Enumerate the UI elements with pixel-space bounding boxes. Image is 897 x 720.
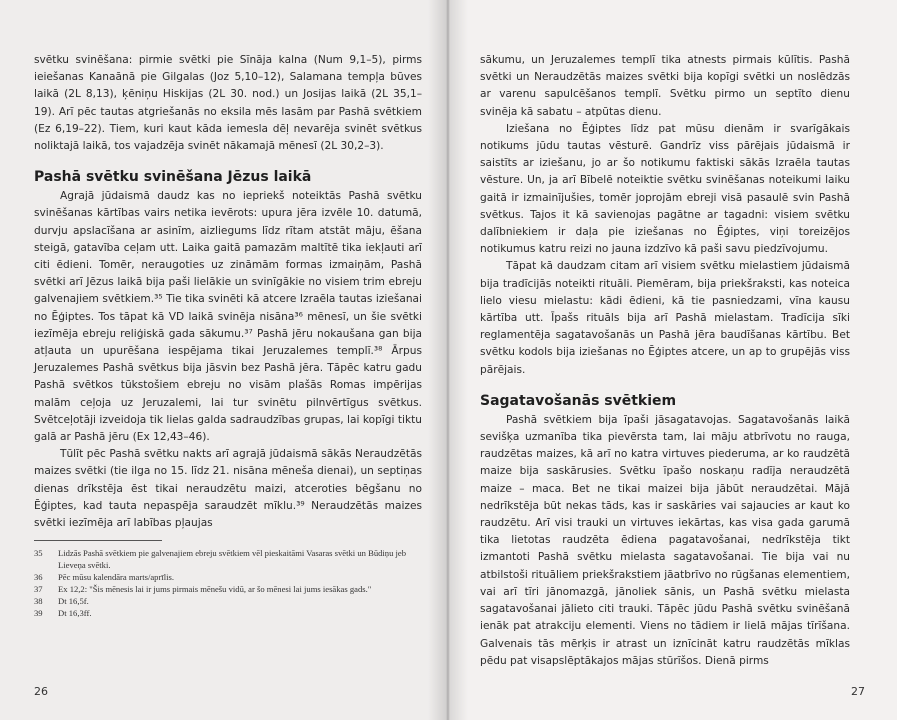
footnote: [34, 547, 422, 571]
page-number: 27: [851, 685, 865, 698]
footnote-divider: [34, 540, 162, 541]
footnote-text: Dt 16,5f.: [58, 596, 89, 607]
footnote: [34, 607, 422, 619]
footnote-number: 36: [34, 572, 43, 583]
footnote-number: 38: [34, 596, 43, 607]
footnote: [34, 595, 422, 607]
footnote-number: 39: [34, 608, 43, 619]
right-section-heading: Sagatavošanās svētkiem: [480, 392, 677, 409]
right-page: [448, 0, 897, 720]
footnote-text: Dt 16,3ff.: [58, 608, 92, 619]
left-paragraph-2: Tūlīt pēc Pashā svētku nakts arī agrajā jūdaismā sākās Neraudzētās maizes svētki (tie ilga no 15. līdz 21. nisāna mēneša dienai), un septiņas dienas drīkstēja ēst tikai neraudzētu maizi, atceroties bēgšanu no Ēģiptes, kad tauta nepaspēja saraudzēt mīklu.³⁹ Neraudzētās maizes svētki iezīmēja arī labības pļaujas: [34, 448, 422, 530]
left-paragraph-1: Agrajā jūdaismā daudz kas no iepriekš noteiktās Pashā svētku svinēšanas kārtības vairs netika ievērots: upura jēra izvēle 10. datumā, durvju apslacīšana ar asinīm, aizliegums līdz rītam atstāt māju, ēšana steigā, gatavība ceļam utt. Laika gaitā pamazām maltītē tika iekļauti arī citi ēdieni. Tomēr, neraugoties uz zināmām formas izmaiņām, Pashā svētki arī Jēzus laikā bija paši lielākie un svinīgākie no visiem trim ebreju galvenajiem svētkiem.³⁵ Tie tika svinēti kā atcere Izraēla tautas iziešanai no Ēģiptes. Tos tāpat kā VD laikā svinēja nisāna³⁶ mēnesī, un šie svētki iezīmēja ebreju reliģiskā gada sākumu.³⁷ Pashā jēru nokaušana gan bija atļauta un upurēšana iespējama tikai Jeruzalemes templī.³⁸ Ārpus Jeruzalemes Pashā svētkus bija jāsvin bez Pashā jēra. Tāpēc katru gadu Pashā svētkos tūkstošiem ebreju no visām plašās Romas impērijas malām ceļoja uz Jeruzalemi, lai tur svinētu pilnvērtīgus svētkus. Svētceļotāji izveidoja tik lielas galda sadraudzības grupas, lai kopīgi tiktu galā ar Pashā jēru (Ex 12,43–46).: [34, 190, 422, 444]
right-page-text: [480, 52, 850, 670]
left-page-text: [34, 52, 422, 619]
footnote: [34, 583, 422, 595]
right-paragraph-3: Pashā svētkiem bija īpaši jāsagatavojas. Sagatavošanās laikā sevišķa uzmanība tika pievērsta tam, lai māju atbrīvotu no rauga, raudzētas maizes, kā arī no katra virtuves piederuma, ar ko raudzētā maize bija saskārusies. Svētku īpašo noskaņu radīja neraudzētā maize – maca. Bet ne tikai maizei bija jābūt neraudzētai. Mājā nedrīkstēja būt nekas tāds, kas ir saskāries vai sajaucies ar kaut ko raudzētu. Arī visi trauki un virtuves iekārtas, kas visa gada garumā tika lietotas raudzēta ēdiena pagatavošanai, nedrīkstēja tikt izmantoti Pashā svētku mielasta sagatavošanai. Tie bija vai nu atbilstoši rituāliem priekšrakstiem jāatbrīvo no rūgšanas elementiem, vai arī tīri jānomazgā, jānoliek sānis, un Pashā svētku mielasta sagatavošanai jālieto citi trauki. Tāpēc jūdu Pashā svētku svinēšanā ienāk pat atrakciju elementi. Viens no tādiem ir lielā mājas tīrīšana. Galvenais tās mērķis ir atrast un iznīcināt katru raudzētās mīklas pēdu pat visapslēptākajos mājas stūrīšos. Dienā pirms: [480, 413, 850, 667]
footnotes: [34, 547, 422, 619]
footnote-number: 35: [34, 548, 43, 559]
right-opening-paragraph: sākumu, un Jeruzalemes templī tika atnests pirmais kūlītis. Pashā svētki un Neraudzētās maizes svētki bija kopīgi svētki un noslēdzās ar varenu sapulcēšanos templī. Svētku pirmo un septīto dienu svinēja kā sabatu – atpūtas dienu.: [480, 54, 850, 118]
left-section-heading: Pashā svētku svinēšana Jēzus laikā: [34, 169, 312, 186]
footnote: [34, 571, 422, 583]
left-page: [0, 0, 448, 720]
footnote-text: Lidzās Pashā svētkiem pie galvenajiem ebreju svētkiem vēl pieskaitāmi Vasaras svētki un Būdiņu jeb Lieveņa svētki.: [58, 548, 407, 571]
right-paragraph-1: Iziešana no Ēģiptes līdz pat mūsu dienām ir svarīgākais notikums jūdu tautas vēsturē. Gandrīz viss pārējais jūdaismā ir saistīts ar iziešanu, jo ar šo notikumu faktiski sākās Izraēla tautas vēsture. Un, ja arī Bībelē noteiktie svētku svinēšanas noteikumi laiku gaitā ir izmainījušies, tomēr joprojām ebreji visā pasaulē svin Pashā svētkus. Tajos it kā savienojas pagātne ar tagadni: visiem svētku dalībniekiem ir daļa pie iziešanas no Ēģiptes, viņi toreizējos notikumus katru reizi no jauna izdzīvo kā paši savu piedzīvojumu.: [480, 122, 850, 256]
page-number: 26: [34, 685, 48, 698]
footnote-text: Pēc mūsu kalendāra marts/aprīlis.: [58, 572, 174, 583]
right-paragraph-2: Tāpat kā daudzam citam arī visiem svētku mielastiem jūdaismā bija tradīcijās noteikti rituāli. Piemēram, bija priekšraksti, kas noteica lielo viesu mielastu: kādi ēdieni, kā tie pasniedzami, vīna kausu kārtība utt. Īpašs rituāls bija arī Pashā mielastam. Tradīcija sīki reglamentēja sagatavošanās un Pashā jēra baudīšanas kārtību. Bet svētku kodols bija iziešanas no Ēģiptes atcere, un ap to grupējās viss pārējais.: [480, 260, 850, 376]
left-opening-paragraph: svētku svinēšana: pirmie svētki pie Sīnāja kalna (Num 9,1–5), pirms ieiešanas Kanaānā pie Gilgalas (Joz 5,10–12), Salamana tempļa būves laikā (2L 8,13), ķēniņu Hiskijas (2L 30. nod.) un Josijas laikā (2L 35,1–19). Arī pēc tautas atgriešanās no eksila mēs lasām par Pashā svētkiem (Ez 6,19–22). Tiem, kuri kaut kāda iemesla dēļ nevarēja svinēt svētkus noliktajā laikā, tos vajadzēja svinēt nākamajā mēnesī (2L 30,2–3).: [34, 54, 422, 153]
footnote-text: Ex 12,2: "Šis mēnesis lai ir jums pirmais mēnešu vidū, ar šo mēnesi lai jums iesākas gads.": [58, 584, 372, 595]
footnote-number: 37: [34, 584, 43, 595]
